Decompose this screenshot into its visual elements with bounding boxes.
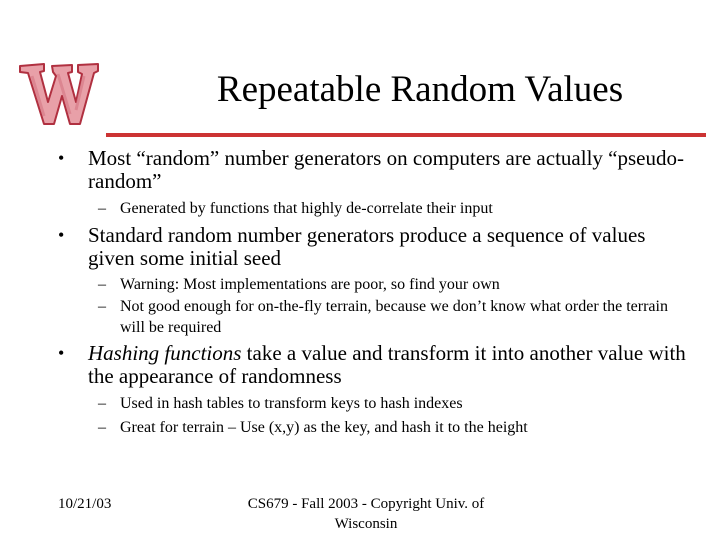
dash-2-1: – <box>98 276 106 293</box>
sub-bullet-2-2-text: Not good enough for on-the-fly terrain, because we don’t know what order the terrain will be required <box>120 298 668 336</box>
slide-title: Repeatable Random Values <box>216 69 624 110</box>
dash-3-2: – <box>98 419 106 436</box>
dash-1-1: – <box>98 200 106 217</box>
bullet-1 <box>58 146 688 193</box>
footer-copyright: CS679 - Fall 2003 - Copyright Univ. of Wisconsin <box>247 496 485 532</box>
sub-bullet-2-1 <box>98 274 690 295</box>
dash-2-2: – <box>98 298 106 315</box>
sub-bullet-1-1-text: Generated by functions that highly de-correlate their input <box>120 200 493 217</box>
bullet-dot-3: • <box>58 343 65 363</box>
bullet-dot-2: • <box>58 225 65 245</box>
dash-3-1: – <box>98 395 106 412</box>
sub-bullet-3-1-text: Used in hash tables to transform keys to hash indexes <box>120 395 463 412</box>
wisconsin-w-logo <box>14 44 104 130</box>
bullet-1-text: Most “random” number generators on computers are actually “pseudo-random” <box>88 146 684 193</box>
sub-bullet-3-2 <box>98 417 690 438</box>
sub-bullet-2-1-text: Warning: Most implementations are poor, so find your own <box>120 276 500 293</box>
bullet-3 <box>58 341 688 388</box>
bullet-dot-1: • <box>58 148 65 168</box>
bullet-3-emphasis: Hashing functions <box>88 341 242 365</box>
bullet-2-text: Standard random number generators produce a sequence of values given some initial seed <box>88 223 646 270</box>
title-underline <box>106 133 706 137</box>
bullet-3-text: take a value and transform it into another value with the appearance of randomness <box>88 341 686 388</box>
sub-bullet-3-1 <box>98 393 690 414</box>
sub-bullet-1-1 <box>98 198 690 219</box>
footer-date: 10/21/03 <box>58 496 112 512</box>
bullet-2 <box>58 223 688 270</box>
sub-bullet-3-2-text: Great for terrain – Use (x,y) as the key, and hash it to the height <box>120 419 528 436</box>
sub-bullet-2-2 <box>98 296 690 338</box>
